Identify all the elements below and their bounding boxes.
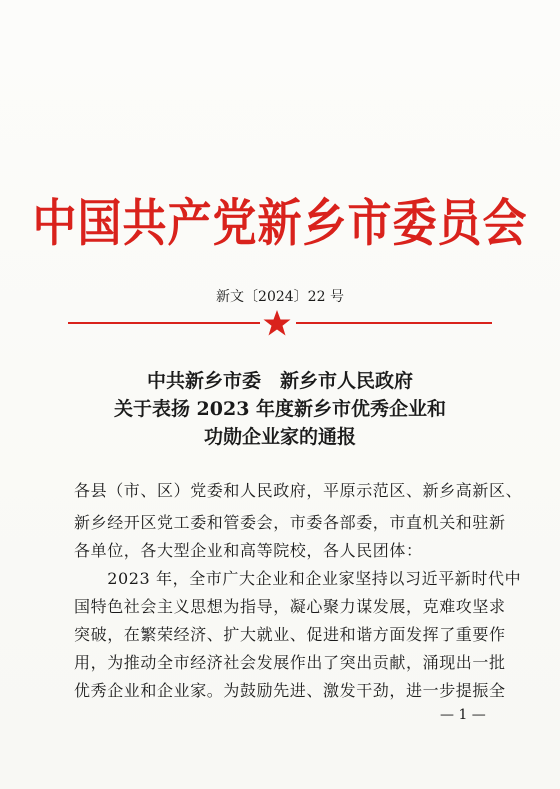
document-number: 新文〔2024〕22 号 [216, 289, 344, 305]
notice-title-line-1: 中共新乡市委 新乡市人民政府 [146, 370, 413, 392]
organization-title: 中国共产党新乡市委员会 [32, 194, 528, 253]
red-divider-left [68, 322, 260, 324]
star-icon [262, 308, 292, 338]
body-line-5: 国特色社会主义思想为指导，凝心聚力谋发展，克难攻坚求 [74, 597, 506, 616]
body-line-4: 2023 年，全市广大企业和企业家坚持以习近平新时代中 [74, 569, 522, 588]
body-line-6: 突破，在繁荣经济、扩大就业、促进和谐方面发挥了重要作 [74, 625, 506, 644]
body-line-8: 优秀企业和企业家。为鼓励先进、激发干劲，进一步提振全 [74, 681, 506, 700]
body-line-3: 各单位，各大型企业和高等院校，各人民团体： [74, 541, 423, 560]
notice-title-line-3: 功勋企业家的通报 [203, 426, 356, 448]
body-line-7: 用，为推动全市经济社会发展作出了突出贡献，涌现出一批 [74, 653, 506, 672]
body-line-1: 各县（市、区）党委和人民政府，平原示范区、新乡高新区、 [74, 481, 523, 500]
page-number: — 1 — [440, 707, 486, 723]
body-line-2: 新乡经开区党工委和管委会，市委各部委，市直机关和驻新 [74, 513, 506, 532]
red-divider-right [296, 322, 492, 324]
notice-title-line-2: 关于表扬 2023 年度新乡市优秀企业和 [113, 398, 447, 420]
